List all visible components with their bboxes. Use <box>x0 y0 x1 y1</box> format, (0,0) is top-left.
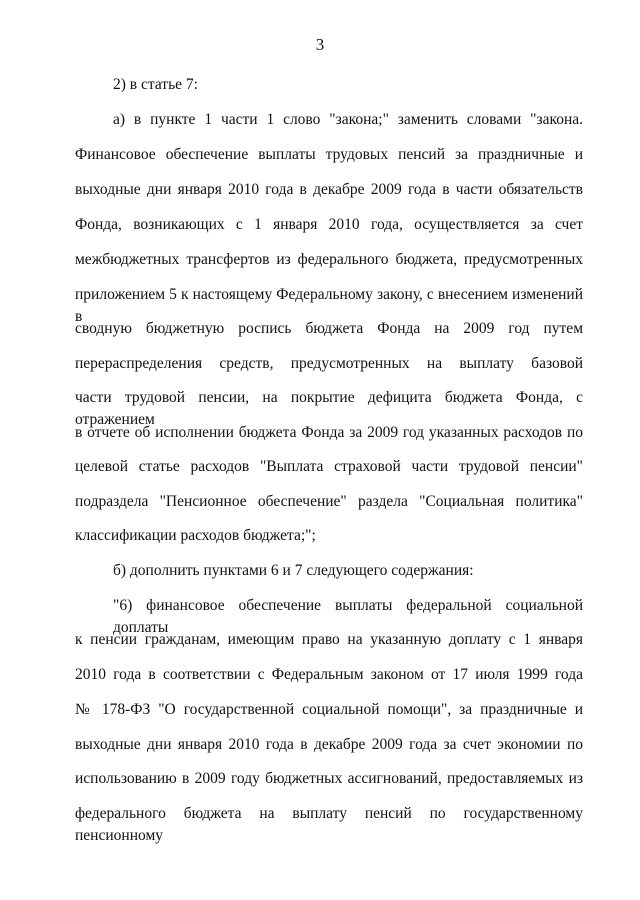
text-line: а) в пункте 1 части 1 слово "закона;" заменить словами "закона. <box>113 111 583 128</box>
text-line: к пенсии гражданам, имеющим право на указанную доплату с 1 января <box>75 631 583 648</box>
text-line: целевой статье расходов "Выплата страховой части трудовой пенсии" <box>75 458 583 475</box>
text-line: классификации расходов бюджета;"; <box>75 527 316 544</box>
text-line: б) дополнить пунктами 6 и 7 следующего содержания: <box>113 562 474 579</box>
text-line: использованию в 2009 году бюджетных ассигнований, предоставляемых из <box>75 770 583 787</box>
text-line: 2) в статье 7: <box>113 76 198 93</box>
text-line: межбюджетных трансфертов из федерального бюджета, предусмотренных <box>75 251 583 268</box>
text-line: № 178-ФЗ "О государственной социальной помощи", за праздничные и <box>75 701 583 718</box>
text-line: части трудовой пенсии, на покрытие дефицита бюджета Фонда, с отражением <box>75 389 583 428</box>
text-line: выходные дни января 2010 года в декабре 2009 года в части обязательств <box>75 181 583 198</box>
page-number: 3 <box>315 35 325 54</box>
text-line: "6) финансовое обеспечение выплаты федеральной социальной доплаты <box>113 597 583 636</box>
text-line: выходные дни января 2010 года в декабре 2009 года за счет экономии по <box>75 736 583 753</box>
text-line: подраздела "Пенсионное обеспечение" раздела "Социальная политика" <box>75 493 583 510</box>
text-line: Финансовое обеспечение выплаты трудовых пенсий за праздничные и <box>75 146 583 163</box>
text-line: федерального бюджета на выплату пенсий по государственному пенсионному <box>75 805 583 844</box>
text-line: приложением 5 к настоящему Федеральному закону, с внесением изменений в <box>75 286 583 325</box>
text-line: Фонда, возникающих с 1 января 2010 года, осуществляется за счет <box>75 216 583 233</box>
text-line: 2010 года в соответствии с Федеральным законом от 17 июля 1999 года <box>75 666 583 683</box>
text-line: перераспределения средств, предусмотренных на выплату базовой <box>75 355 583 372</box>
text-line: сводную бюджетную роспись бюджета Фонда на 2009 год путем <box>75 320 583 337</box>
text-line: в отчете об исполнении бюджета Фонда за 2009 год указанных расходов по <box>75 424 583 441</box>
